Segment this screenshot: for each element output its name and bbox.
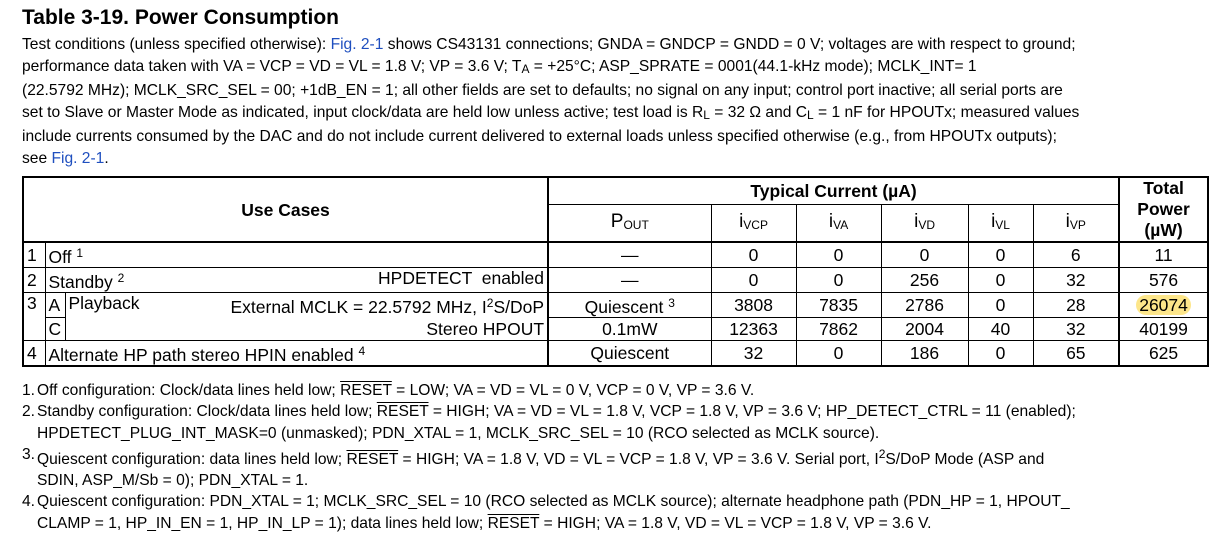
header-row [23, 177, 1208, 205]
table-row: 2 Standby $^2$ HPDETECT enabled — 0 0 256 0 32 576 [23, 268, 1208, 293]
paragraph-line: see Fig. 2-1. [22, 149, 109, 167]
table-title: Table 3-19. Power Consumption [22, 6, 339, 29]
paragraph-line: (22.5792 MHz); MCLK_SRC_SEL = 00; +1dB_EN = 1; all other fields are set to defaults; no signal on any input; control port inactive; all serial ports are [22, 82, 1063, 100]
ivd-header: iVD [881, 205, 968, 243]
table-row: 1 Off $^1$ — 0 0 0 0 6 11 [23, 242, 1208, 268]
power-consumption-table [22, 176, 1209, 367]
paragraph-line: include currents consumed by the DAC and do not include current delivered to external loads unless specified otherwise (e.g., from HPOUTx outputs); [22, 128, 1057, 146]
ivl-header: iVL [968, 205, 1033, 243]
table-row: 3 A Playback External MCLK = 22.5792 MHz, $I^2S$/DoP Quiescent $^3$ 3808 7835 2786 0 28 26074 [23, 293, 1208, 318]
table-row: 4 Alternate HP path stereo HPIN enabled $^4$ Quiescent 32 0 186 0 65 625 [23, 341, 1208, 367]
figure-link[interactable]: Fig. 2-1 [330, 36, 384, 53]
paragraph-line: set to Slave or Master Mode as indicated, input clock/data are held low unless active; test load is RL = 32 Ω and CL = 1 nF for HPOUTx; measured values [22, 103, 1080, 122]
footnote: 4. Quiescent configuration: PDN_XTAL = 1; MCLK_SRC_SEL = 10 (RCO selected as MCLK source); alternate headphone path (PDN_HP = 1, HPOUT_ CLAMP = 1, HP_IN_EN = 1, HP_IN_LP = 1); data lines held low; RESET = HIGH; VA = 1.8 V, VD = VL = VCP = 1.8 V, VP = 3.6 V. [22, 493, 1070, 532]
ivp-header: iVP [1033, 205, 1119, 243]
paragraph-line: Test conditions (unless specified otherwise): Fig. 2-1 shows CS43131 connections; GNDA = GNDCP = GNDD = 0 V; voltages are with respect to ground; [22, 36, 1076, 53]
ivcp-header: iVCP [711, 205, 796, 243]
highlighted-value: 26074 [1136, 295, 1191, 315]
total-power-header: Total Power (µW) [1119, 177, 1208, 242]
figure-link[interactable]: Fig. 2-1 [51, 149, 105, 167]
footnotes [22, 380, 1212, 534]
test-conditions-paragraph [22, 34, 1202, 170]
footnote: 3. Quiescent configuration: data lines held low; RESET = HIGH; VA = 1.8 V, VD = VL = VCP = 1.8 V, VP = 3.6 V. Serial port, $I^2S$/DoP Mode (ASP and SDIN, ASP_M/Sb = 0); PDN_XTAL = 1. [22, 445, 1045, 490]
footnote: 1. Off configuration: Clock/data lines held low; RESET = LOW; VA = VD = VL = 0 V, VCP = 0 V, VP = 3.6 V. [22, 382, 755, 399]
paragraph-line: performance data taken with VA = VCP = VD = VL = 1.8 V; VP = 3.6 V; TA = +25°C; ASP_SPRATE = 0001(44.1-kHz mode); MCLK_INT= 1 [22, 57, 977, 76]
pout-header: POUT [548, 205, 711, 243]
iva-header: iVA [796, 205, 881, 243]
footnote: 2. Standby configuration: Clock/data lines held low; RESET = HIGH; VA = VD = VL = 1.8 V, VCP = 1.8 V, VP = 3.6 V; HP_DETECT_CTRL = 11 (enabled); HPDETECT_PLUG_INT_MASK=0 (unmasked); PDN_XTAL = 1, MCLK_SRC_SEL = 10 (RCO selected as MCLK source). [22, 403, 1076, 442]
use-cases-header: Use Cases [23, 177, 548, 242]
table-row: C Stereo HPOUT 0.1mW 12363 7862 2004 40 32 40199 [23, 318, 1208, 341]
typical-current-header: Typical Current (µA) [548, 177, 1119, 205]
